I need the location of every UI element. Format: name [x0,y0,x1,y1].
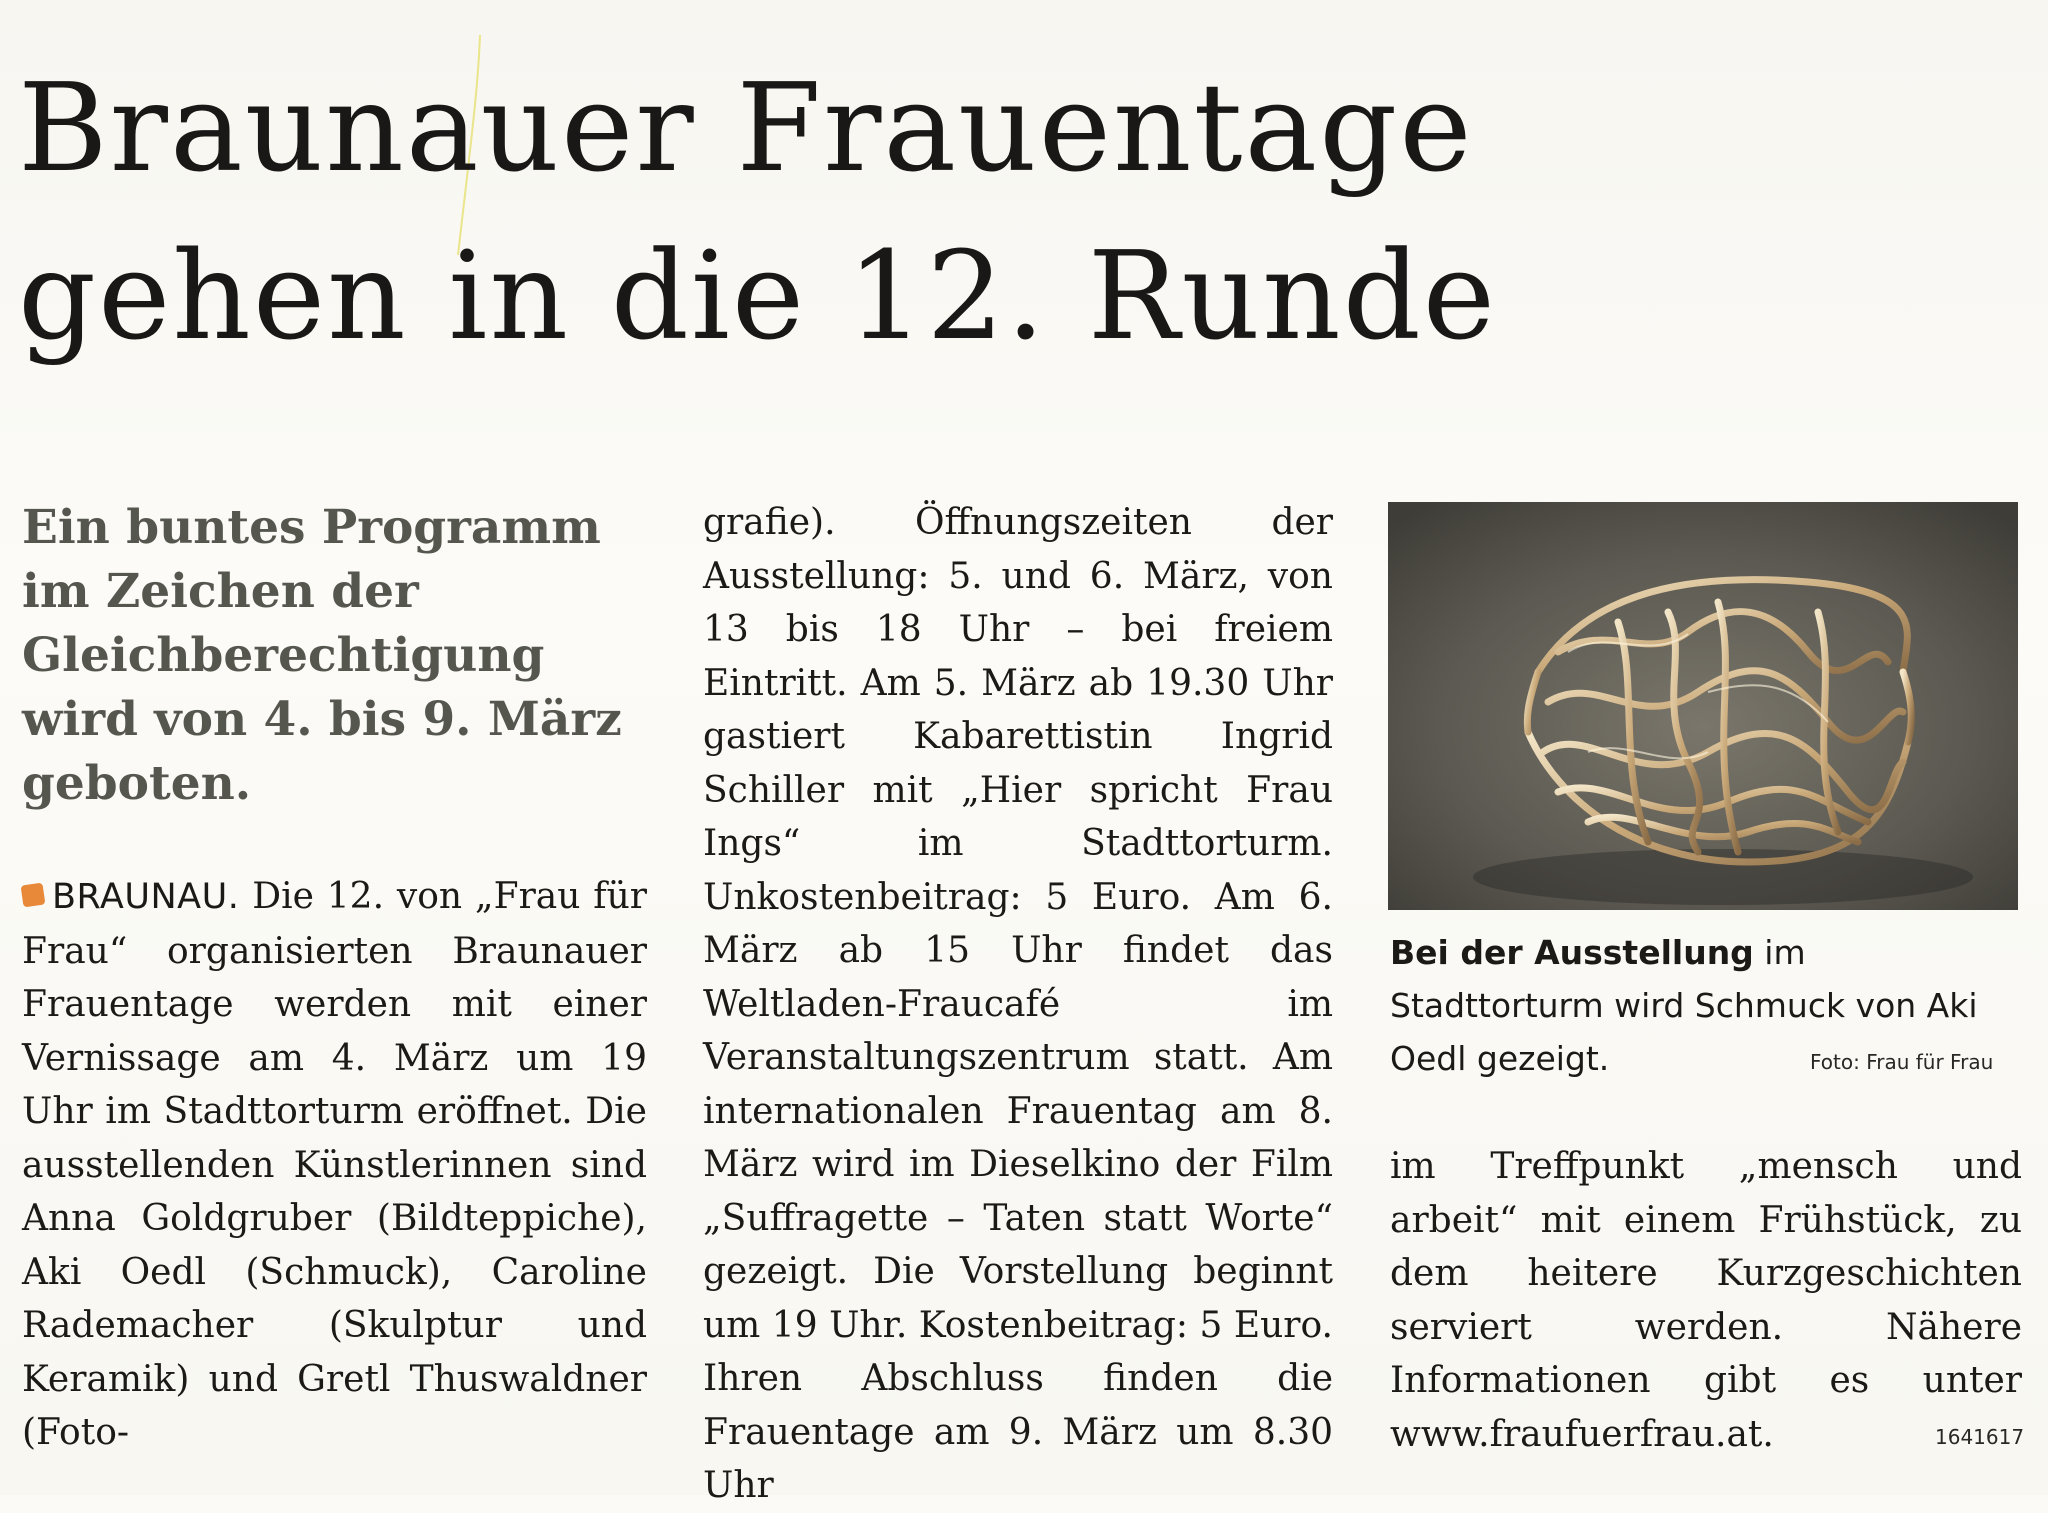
lead-paragraph: Ein buntes Programm im Zeichen der Gleichberechtigung wird von 4. bis 9. März geboten. [22,500,622,811]
body-text-col1: Die 12. von „Frau für Frau“ organisierten Braunauer Frauentage werden mit einer Vernissage am 4. März um 19 Uhr im Stadttorturm eröffnet. Die ausstellenden Künstlerinnen sind Anna Goldgruber (Bildteppiche), Aki Oedl (Schmuck), Caroline Rademacher (Skulptur und Keramik) und Gretl Thuswaldner (Foto- [22,876,648,1453]
body-text-col2: grafie). Öffnungszeiten der Ausstellung: 5. und 6. März, von 13 bis 18 Uhr – bei freiem Eintritt. Am 5. März ab 19.30 Uhr gastiert Kabarettistin Ingrid Schiller mit „Hier spricht Frau Ings“ im Stadttorturm. Unkostenbeitrag: 5 Euro. Am 6. März ab 15 Uhr findet das Weltladen-Fraucafé im Veranstaltungszentrum statt. Am internationalen Frauentag am 8. März wird im Dieselkino der Film „Suffragette – Taten statt Worte“ gezeigt. Die Vorstellung beginnt um 19 Uhr. Kostenbeitrag: 5 Euro. Ihren Abschluss finden die Frauentage am 9. März um 8.30 Uhr [703,502,1333,1506]
body-column-2 [703,496,1333,1513]
orange-square-bullet-icon [21,883,46,908]
body-paragraph-1 [22,870,647,1460]
dateline: BRAUNAU. [52,877,240,917]
headline [18,44,1978,380]
body-column-3 [1390,1140,2025,1461]
headline-line-2: gehen in die 12. Runde [18,225,1497,367]
body-text-col3: im Treffpunkt „mensch und arbeit“ mit einem Frühstück, zu dem heitere Kurzgeschichten serviert werden. Nähere Informationen gibt es unter www.fraufuerfrau.at. [1390,1146,2022,1455]
headline-line-1: Braunauer Frauentage [18,57,1474,199]
jewelry-photo [1388,502,2018,910]
article-code: 1641617 [1935,1425,2025,1449]
caption-bold: Bei der Ausstellung [1390,933,1754,972]
ring-image [1388,502,2018,910]
body-column-1 [22,870,647,1460]
photo-credit: Foto: Frau für Frau [1810,1050,1994,1074]
caption-text: im Stadttorturm wird Schmuck von Aki Oedl gezeigt. [1390,933,1978,1078]
